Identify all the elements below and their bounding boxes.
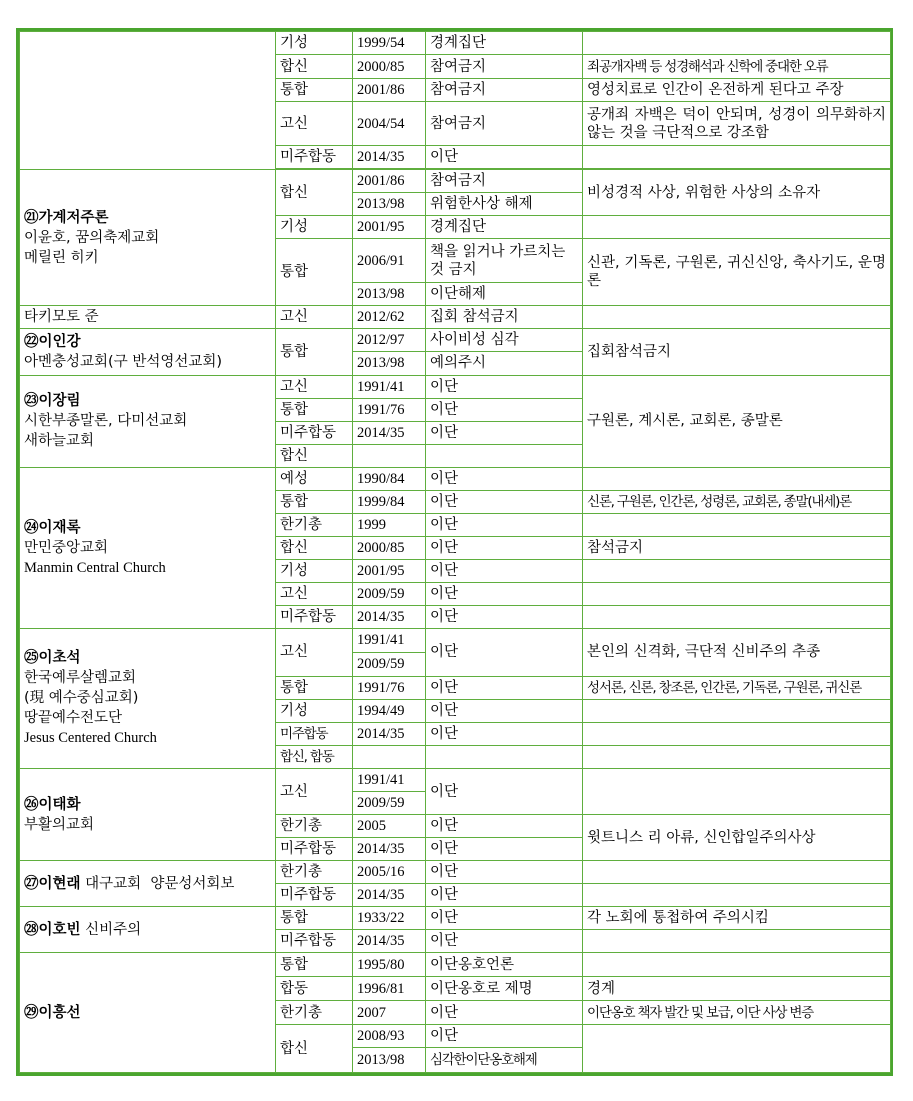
- year-cell: 2001/95: [353, 559, 426, 582]
- decision-cell: 사이비성 심각: [426, 329, 583, 352]
- decision-cell: 참여금지: [426, 79, 583, 102]
- denom-cell: 통합: [276, 490, 353, 513]
- year-cell: 2013/98: [353, 193, 426, 216]
- denom-cell: 합신: [276, 55, 353, 79]
- entry-number: ㉕: [24, 650, 39, 667]
- year-cell: 2014/35: [353, 605, 426, 628]
- year-cell: 2000/85: [353, 55, 426, 79]
- entry-detail: (現 예수중심교회): [24, 690, 139, 707]
- denom-cell: 고신: [276, 582, 353, 605]
- note-cell: [583, 559, 891, 582]
- denom-cell: 기성: [276, 699, 353, 722]
- denom-cell: 합신, 합동: [276, 746, 353, 769]
- entry-name: 이흥선: [38, 1004, 81, 1021]
- year-cell: 1991/41: [353, 375, 426, 398]
- denom-cell: 통합: [276, 953, 353, 977]
- decision-cell: 이단: [426, 676, 583, 699]
- entry-name: 가계저주론: [38, 209, 109, 226]
- denom-cell: 통합: [276, 398, 353, 421]
- decision-cell: 이단: [426, 605, 583, 628]
- name-cell: [20, 375, 276, 467]
- denom-cell: 합동: [276, 977, 353, 1001]
- decision-cell: 심각한이단옹호해제: [426, 1048, 583, 1073]
- decision-cell: 이단: [426, 1025, 583, 1048]
- denom-cell: 고신: [276, 628, 353, 676]
- note-cell: 구원론, 계시론, 교회론, 종말론: [583, 375, 891, 467]
- year-cell: 1991/76: [353, 676, 426, 699]
- entry-detail: 만민중앙교회: [24, 539, 109, 556]
- denom-cell: 통합: [276, 79, 353, 102]
- table-row: [20, 32, 891, 55]
- denom-cell: 통합: [276, 329, 353, 375]
- decision-cell: 참여금지: [426, 170, 583, 193]
- decision-cell: 이단해제: [426, 283, 583, 306]
- name-cell: [20, 329, 276, 375]
- denom-cell: 미주합동: [276, 146, 353, 169]
- decision-cell: 이단옹호언론: [426, 953, 583, 977]
- year-cell: 2000/85: [353, 536, 426, 559]
- name-cell: [20, 170, 276, 306]
- decision-cell: 이단: [426, 398, 583, 421]
- decision-cell: 위험한사상 해제: [426, 193, 583, 216]
- decision-cell: [426, 746, 583, 769]
- year-cell: 2014/35: [353, 421, 426, 444]
- decision-cell: 참여금지: [426, 55, 583, 79]
- year-cell: 2014/35: [353, 884, 426, 907]
- entry-detail: 한국예루살렘교회: [24, 670, 137, 687]
- decision-cell: 이단: [426, 421, 583, 444]
- decision-cell: 이단: [426, 930, 583, 953]
- year-cell: 1995/80: [353, 953, 426, 977]
- year-cell: 2013/98: [353, 352, 426, 375]
- year-cell: 1990/84: [353, 467, 426, 490]
- denom-cell: 고신: [276, 375, 353, 398]
- year-cell: 1999: [353, 513, 426, 536]
- decision-cell: 이단: [426, 467, 583, 490]
- denom-cell: 예성: [276, 467, 353, 490]
- name-cell: [20, 467, 276, 628]
- note-cell: 각 노회에 통첩하여 주의시킴: [583, 907, 891, 930]
- note-cell: [583, 582, 891, 605]
- decision-cell: 이단: [426, 699, 583, 722]
- entry-name: 이장림: [38, 393, 81, 410]
- decision-cell: 이단: [426, 884, 583, 907]
- name-cell: [20, 306, 276, 329]
- year-cell: 2014/35: [353, 146, 426, 169]
- year-cell: 1996/81: [353, 977, 426, 1001]
- denom-cell: 미주합동: [276, 421, 353, 444]
- name-cell: [20, 769, 276, 861]
- table-row: [20, 953, 891, 977]
- decision-cell: 이단: [426, 559, 583, 582]
- note-cell: [583, 146, 891, 169]
- table-row: [20, 467, 891, 490]
- entry-number: ㉑: [24, 209, 39, 226]
- year-cell: 2012/97: [353, 329, 426, 352]
- note-cell: [583, 884, 891, 907]
- decision-cell: 이단: [426, 1001, 583, 1025]
- decision-cell: 집회 참석금지: [426, 306, 583, 329]
- year-cell: 2005/16: [353, 861, 426, 884]
- document-frame: [16, 28, 893, 1076]
- entry-detail: 아멘충성교회(구 반석영선교회): [24, 353, 223, 370]
- note-cell: 집회참석금지: [583, 329, 891, 375]
- entry-name: 이인강: [38, 333, 81, 350]
- note-cell: 참석금지: [583, 536, 891, 559]
- denom-cell: 합신: [276, 170, 353, 216]
- denom-cell: 통합: [276, 239, 353, 306]
- note-cell: 윗트니스 리 아류, 신인합일주의사상: [583, 815, 891, 861]
- note-cell: 이단옹호 책자 발간 및 보급, 이단 사상 변증: [583, 1001, 891, 1025]
- entry-detail: Jesus Centered Church: [24, 730, 157, 747]
- decision-cell: 이단옹호로 제명: [426, 977, 583, 1001]
- decision-cell: 이단: [426, 907, 583, 930]
- decision-cell: 이단: [426, 628, 583, 676]
- entry-number: ㉓: [24, 393, 39, 410]
- note-cell: 신론, 구원론, 인간론, 성령론, 교회론, 종말(내세)론: [583, 490, 891, 513]
- denom-cell: 한기총: [276, 861, 353, 884]
- year-cell: 2001/95: [353, 216, 426, 239]
- table-row: [20, 306, 891, 329]
- note-cell: 성서론, 신론, 창조론, 인간론, 기독론, 구원론, 귀신론: [583, 676, 891, 699]
- note-cell: [583, 32, 891, 55]
- denom-cell: 한기총: [276, 513, 353, 536]
- entry-detail: 땅끝예수전도단: [24, 710, 123, 727]
- entry-number: ㉘: [24, 921, 39, 938]
- denom-cell: 기성: [276, 216, 353, 239]
- year-cell: 2008/93: [353, 1025, 426, 1048]
- note-cell: 경계: [583, 977, 891, 1001]
- decision-cell: 이단: [426, 375, 583, 398]
- entry-number: ㉔: [24, 519, 39, 536]
- entry-detail: 메릴린 히키: [24, 249, 99, 266]
- denom-cell: 미주합동: [276, 930, 353, 953]
- note-cell: 죄공개자백 등 성경해석과 신학에 중대한 오류: [583, 55, 891, 79]
- note-cell: [583, 1025, 891, 1073]
- note-cell: [583, 746, 891, 769]
- denom-cell: 고신: [276, 306, 353, 329]
- note-cell: [583, 930, 891, 953]
- entry-detail: Manmin Central Church: [24, 559, 166, 576]
- denom-cell: 고신: [276, 769, 353, 815]
- note-cell: 본인의 신격화, 극단적 신비주의 추종: [583, 628, 891, 676]
- table-row: [20, 769, 891, 792]
- note-cell: [583, 306, 891, 329]
- entry-name: 이태화: [38, 796, 81, 813]
- year-cell: [353, 444, 426, 467]
- year-cell: 2013/98: [353, 1048, 426, 1073]
- denom-cell: 통합: [276, 907, 353, 930]
- year-cell: 2004/54: [353, 102, 426, 146]
- denom-cell: 합신: [276, 444, 353, 467]
- table-row: [20, 329, 891, 352]
- year-cell: 2001/86: [353, 79, 426, 102]
- year-cell: 1999/84: [353, 490, 426, 513]
- denom-cell: 미주합동: [276, 722, 353, 745]
- entry-detail: 신비주의: [85, 921, 142, 938]
- table-row: [20, 170, 891, 193]
- entry-detail: 타키모토 준: [24, 309, 99, 326]
- name-cell: [20, 907, 276, 953]
- year-cell: [353, 746, 426, 769]
- entry-detail: 이윤호, 꿈의축제교회: [24, 229, 160, 246]
- decision-cell: 이단: [426, 513, 583, 536]
- year-cell: 2014/35: [353, 722, 426, 745]
- table-row: [20, 375, 891, 398]
- entry-name: 이호빈: [38, 921, 81, 938]
- denom-cell: 고신: [276, 102, 353, 146]
- entry-number: ㉖: [24, 796, 39, 813]
- denom-cell: 통합: [276, 676, 353, 699]
- entry-number: ㉙: [24, 1004, 39, 1021]
- note-cell: [583, 722, 891, 745]
- note-cell: 비성경적 사상, 위험한 사상의 소유자: [583, 170, 891, 216]
- year-cell: 2012/62: [353, 306, 426, 329]
- note-cell: [583, 467, 891, 490]
- name-cell: [20, 953, 276, 1073]
- heresy-table: [19, 31, 891, 1073]
- denom-cell: 합신: [276, 1025, 353, 1073]
- entry-name: 이재록: [38, 519, 81, 536]
- decision-cell: 이단: [426, 490, 583, 513]
- year-cell: 2009/59: [353, 792, 426, 815]
- note-cell: [583, 216, 891, 239]
- year-cell: 2001/86: [353, 170, 426, 193]
- decision-cell: 이단: [426, 838, 583, 861]
- decision-cell: 이단: [426, 146, 583, 169]
- decision-cell: 이단: [426, 582, 583, 605]
- entry-name: 이현래: [38, 875, 81, 892]
- year-cell: 2007: [353, 1001, 426, 1025]
- entry-detail: 시한부종말론, 다미선교회: [24, 413, 188, 430]
- denom-cell: 미주합동: [276, 605, 353, 628]
- note-cell: [583, 861, 891, 884]
- note-cell: 공개죄 자백은 덕이 안되며, 성경이 의무화하지 않는 것을 극단적으로 강조함: [583, 102, 891, 146]
- denom-cell: 미주합동: [276, 884, 353, 907]
- note-cell: 신관, 기독론, 구원론, 귀신신앙, 축사기도, 운명론: [583, 239, 891, 306]
- year-cell: 2009/59: [353, 582, 426, 605]
- entry-number: ㉒: [24, 333, 39, 350]
- year-cell: 1999/54: [353, 32, 426, 55]
- decision-cell: 경계집단: [426, 32, 583, 55]
- decision-cell: 참여금지: [426, 102, 583, 146]
- name-cell: [20, 32, 276, 170]
- year-cell: 1994/49: [353, 699, 426, 722]
- note-cell: [583, 699, 891, 722]
- year-cell: 2009/59: [353, 652, 426, 676]
- entry-detail: 대구교회 양문성서회보: [85, 875, 235, 892]
- denom-cell: 한기총: [276, 815, 353, 838]
- year-cell: 2013/98: [353, 283, 426, 306]
- decision-cell: 예의주시: [426, 352, 583, 375]
- note-cell: [583, 953, 891, 977]
- table-row: [20, 861, 891, 884]
- decision-cell: 이단: [426, 861, 583, 884]
- decision-cell: 이단: [426, 815, 583, 838]
- year-cell: 1991/76: [353, 398, 426, 421]
- entry-number: ㉗: [24, 875, 39, 892]
- note-cell: 영성치료로 인간이 온전하게 된다고 주장: [583, 79, 891, 102]
- decision-cell: 이단: [426, 722, 583, 745]
- entry-detail: 새하늘교회: [24, 433, 95, 450]
- entry-name: 이초석: [38, 650, 81, 667]
- entry-detail: 부활의교회: [24, 816, 95, 833]
- decision-cell: [426, 444, 583, 467]
- decision-cell: 이단: [426, 769, 583, 815]
- note-cell: [583, 513, 891, 536]
- denom-cell: 한기총: [276, 1001, 353, 1025]
- denom-cell: 합신: [276, 536, 353, 559]
- name-cell: [20, 628, 276, 768]
- denom-cell: 미주합동: [276, 838, 353, 861]
- table-row: [20, 907, 891, 930]
- note-cell: [583, 605, 891, 628]
- decision-cell: 이단: [426, 536, 583, 559]
- decision-cell: 책을 읽거나 가르치는 것 금지: [426, 239, 583, 283]
- note-cell: [583, 769, 891, 815]
- year-cell: 1991/41: [353, 628, 426, 652]
- name-cell: [20, 861, 276, 907]
- table-row: [20, 628, 891, 652]
- denom-cell: 기성: [276, 32, 353, 55]
- year-cell: 2005: [353, 815, 426, 838]
- year-cell: 1991/41: [353, 769, 426, 792]
- year-cell: 2006/91: [353, 239, 426, 283]
- year-cell: 1933/22: [353, 907, 426, 930]
- denom-cell: 기성: [276, 559, 353, 582]
- year-cell: 2014/35: [353, 838, 426, 861]
- year-cell: 2014/35: [353, 930, 426, 953]
- decision-cell: 경계집단: [426, 216, 583, 239]
